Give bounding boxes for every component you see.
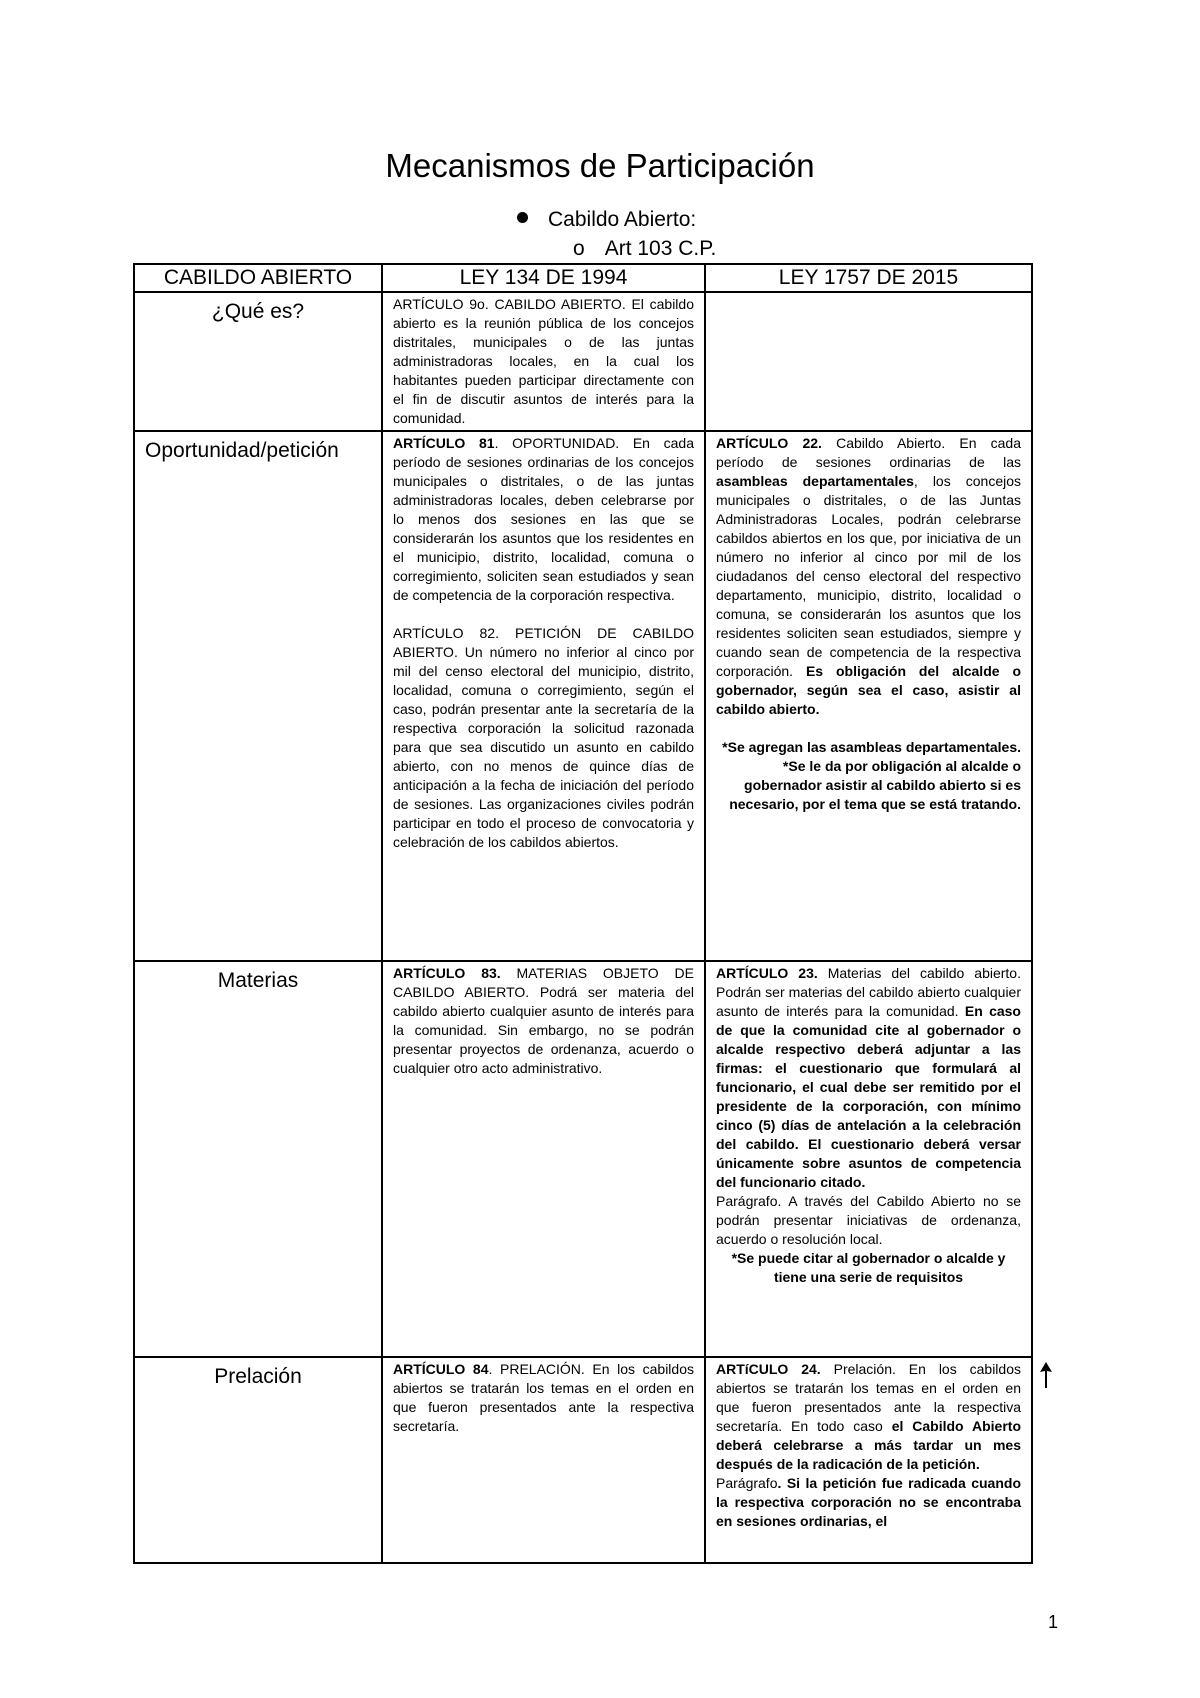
page-number: 1 — [1048, 1612, 1059, 1632]
article-text: . OPORTUNIDAD. En cada período de sesiones ordinarias de los concejos municipales o distritales, o de las juntas administradoras locales, deben celebrarse por lo menos dos sesiones en las que se considerarán los asuntos que los residentes en el municipio, distrito, localidad, comuna o corregimiento, soliciten sean estudiados y sean de competencia de la corporación respectiva. — [393, 435, 694, 603]
article-text: MATERIAS OBJETO DE CABILDO ABIERTO. Podrá ser materia del cabildo abierto cualquier asunto de interés para la comunidad. Sin embargo, no se podrán presentar proyectos de ordenanza, acuerdo o cualquier otro acto administrativo. — [393, 965, 694, 1076]
cursor-arrow-icon — [1038, 1360, 1054, 1390]
table-row — [134, 431, 1032, 961]
cell-ley134-materias — [382, 961, 705, 1357]
sub-bullet-marker: o — [573, 237, 585, 260]
bullet-text: Cabildo Abierto: — [548, 208, 697, 231]
cell-ley1757-materias — [705, 961, 1032, 1357]
article-number: ARTÍCULO 83. — [393, 965, 501, 981]
cell-ley134-que-es: ARTÍCULO 9o. CABILDO ABIERTO. El cabildo abierto es la reunión pública de los concejos distritales, municipales o de las juntas administradoras locales, en la cual los habitantes pueden participar directamente con el fin de discutir asuntos de interés para la comunidad. — [382, 292, 705, 431]
highlighted-text: Es obligación del alcalde o gobernador, según sea el caso, asistir al cabildo abierto. — [716, 663, 1022, 717]
sub-bullet-text: Art 103 C.P. — [604, 237, 717, 260]
article-text: Prelación. En los cabildos abiertos se tratarán los temas en el orden en que fueron presentados ante la respectiva secretaría. En todo caso — [716, 1361, 1021, 1434]
cell-ley134-oportunidad — [382, 431, 705, 961]
table-row — [134, 961, 1032, 1357]
page-title: Mecanismos de Participación — [385, 147, 815, 184]
article-text: Parágrafo — [716, 1475, 778, 1491]
article-text: . PRELACIÓN. En los cabildos abiertos se tratarán los temas en el orden en que fueron presentados ante la respectiva secretaría. — [393, 1361, 694, 1434]
note-text: *Se agregan las asambleas departamentales. — [722, 739, 1021, 755]
article-number: ARTÍCULO 81 — [393, 435, 495, 451]
table-row — [134, 1357, 1032, 1563]
row-label-materias: Materias — [134, 961, 382, 1357]
header-ley134: LEY 134 DE 1994 — [382, 264, 705, 292]
highlighted-text: el Cabildo Abierto deberá celebrarse a más tardar un mes después de la radicación de la petición. — [716, 1418, 1021, 1472]
highlighted-text: En caso de que la comunidad cite al gobernador o alcalde respectivo deberá adjuntar a las firmas: el cuestionario que formulará al funcionario, el cual debe ser remitido por el presidente de la corporación, con mínimo cinco (5) días de antelación a la celebración del cabildo. El cuestionario deberá versar únicamente sobre asuntos de competencia del funcionario citado. — [716, 1003, 1021, 1190]
cell-ley1757-oportunidad — [705, 431, 1032, 961]
article-number: ARTÍCULO 23. — [716, 965, 818, 981]
comparison-table — [133, 263, 1033, 1564]
row-label-que-es: ¿Qué es? — [134, 292, 382, 431]
article-text: Parágrafo. A través del Cabildo Abierto no se podrán presentar iniciativas de ordenanza, acuerdo o resolución local. — [716, 1193, 1021, 1247]
article-text: Materias del cabildo abierto. Podrán ser materias del cabildo abierto cualquier asunto de interés para la comunidad. — [716, 965, 1021, 1019]
article-text: ARTÍCULO 82. PETICIÓN DE CABILDO ABIERTO. Un número no inferior al cinco por mil del censo electoral del municipio, distrito, localidad, comuna o corregimiento, según el caso, podrán presentar ante la secretaría de la respectiva corporación la solicitud razonada para que sea discutido un asunto en cabildo abierto, con no menos de quince días de anticipación a la fecha de iniciación del período de sesiones. Las organizaciones civiles podrán participar en todo el proceso de convocatoria y celebración de los cabildos abiertos. — [393, 625, 694, 850]
article-number: ARTíCULO 24. — [716, 1361, 821, 1377]
article-number: ARTÍCULO 84 — [393, 1361, 489, 1377]
sub-bullet-item — [573, 235, 716, 263]
article-number: ARTÍCULO 22. — [716, 435, 822, 451]
cell-ley1757-que-es — [705, 292, 1032, 431]
highlighted-text: asambleas departamentales — [716, 473, 914, 489]
table-header-row — [134, 264, 1032, 292]
table-row — [134, 292, 1032, 431]
note-text: *Se le da por obligación al alcalde o gobernador asistir al cabildo abierto si es necesario, por el tema que se está tratando. — [729, 758, 1021, 812]
header-cabildo: CABILDO ABIERTO — [134, 264, 382, 292]
bullet-item — [517, 206, 696, 234]
article-text: , los concejos municipales o distritales, o de las Juntas Administradoras Locales, podrán celebrarse cabildos abiertos en los que, por iniciativa de un número no inferior al cinco por mil de los ciudadanos del censo electoral del respectivo departamento, municipio, distrito, localidad o comuna, se considerarán los asuntos que los residentes soliciten sean estudiados, siempre y cuando sean de competencia de la respectiva corporación. — [716, 473, 1021, 679]
highlighted-text: . Si la petición fue radicada cuando la respectiva corporación no se encontraba en sesiones ordinarias, el — [716, 1475, 1021, 1529]
cell-ley134-prelacion — [382, 1357, 705, 1563]
row-label-oportunidad: Oportunidad/petición — [134, 431, 382, 961]
bullet-dot-icon — [517, 212, 528, 223]
cell-ley1757-prelacion — [705, 1357, 1032, 1563]
note-text: *Se puede citar al gobernador o alcalde y tiene una serie de requisitos — [731, 1250, 1006, 1285]
row-label-prelacion: Prelación — [134, 1357, 382, 1563]
header-ley1757: LEY 1757 DE 2015 — [705, 264, 1032, 292]
article-text: Cabildo Abierto. En cada período de sesiones ordinarias de las — [716, 435, 1021, 470]
